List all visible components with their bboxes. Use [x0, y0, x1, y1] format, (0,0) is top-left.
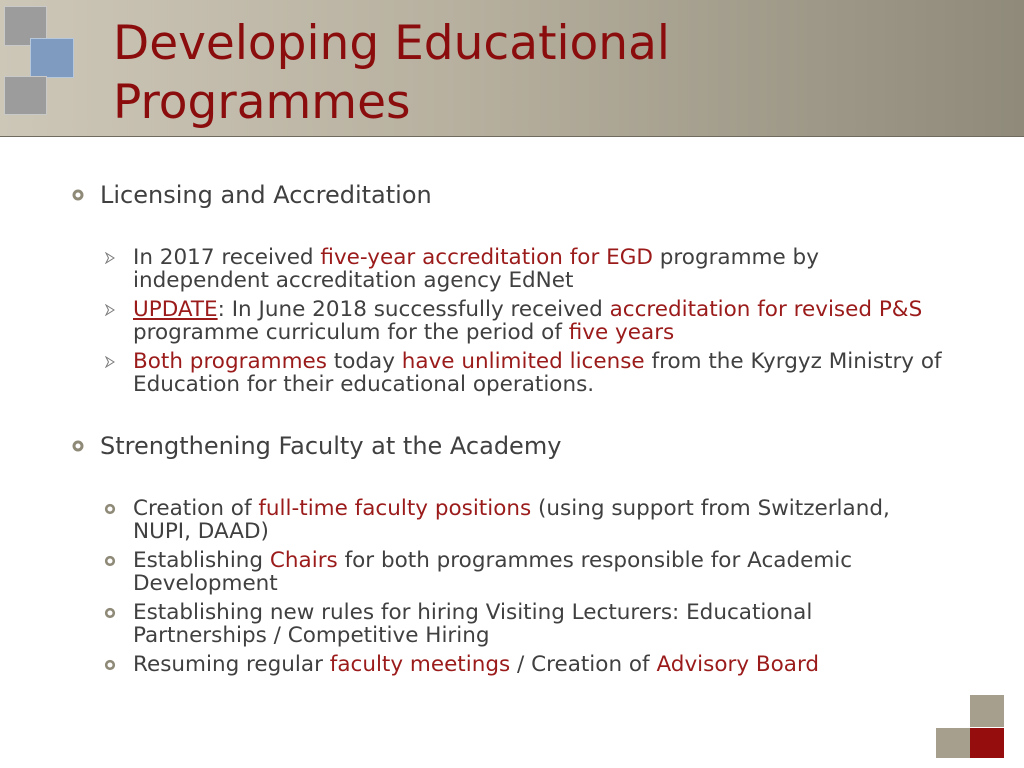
update-link[interactable]: UPDATE — [133, 297, 218, 322]
list-item — [104, 350, 944, 396]
title-band — [0, 0, 1024, 137]
item-text: Establishing new rules for hiring Visiting Lecturers: Educational Partnerships / Competitive Hiring — [133, 600, 813, 648]
list-item — [104, 246, 944, 292]
item-text: programme curriculum for the period of — [133, 320, 569, 345]
item-text: (using support from Switzerland, NUPI, DAAD) — [133, 496, 890, 544]
list-item — [104, 601, 944, 647]
slide-title-line-2: Programmes — [113, 75, 411, 130]
arrowhead-bullet-icon — [104, 252, 116, 264]
item-text: for both programmes responsible for Academic Development — [133, 548, 853, 596]
hollow-circle-bullet-icon — [104, 659, 116, 671]
hollow-circle-bullet-icon — [104, 503, 116, 515]
highlighted-text: five-year accreditation for EGD — [320, 245, 653, 270]
arrowhead-bullet-icon — [104, 304, 116, 316]
corner-square-tan-top — [970, 695, 1004, 727]
list-item — [104, 549, 944, 595]
decorative-square-blue — [30, 38, 74, 78]
item-text: Establishing — [133, 548, 270, 573]
hollow-circle-bullet-icon — [72, 189, 84, 201]
item-text: : In June 2018 successfully received — [217, 297, 610, 322]
item-text: Creation of — [133, 496, 259, 521]
hollow-circle-bullet-icon — [104, 607, 116, 619]
arrowhead-bullet-icon — [104, 356, 116, 368]
highlighted-text: faculty meetings — [329, 652, 511, 677]
item-text: programme by independent accreditation agency EdNet — [133, 245, 819, 293]
item-text: / Creation of — [510, 652, 657, 677]
highlighted-text: full-time faculty positions — [258, 496, 532, 521]
highlighted-text: have unlimited license — [401, 349, 645, 374]
item-text: In 2017 received — [133, 245, 321, 270]
slide-title-line-1: Developing Educational — [113, 16, 670, 71]
highlighted-text: five years — [568, 320, 675, 345]
section-heading-text: Licensing and Accreditation — [100, 181, 432, 209]
item-text: from the Kyrgyz Ministry of Education for their educational operations. — [133, 349, 942, 397]
decorative-square-grey-bottom — [4, 76, 47, 115]
item-text: today — [326, 349, 402, 374]
highlighted-text: Chairs — [269, 548, 338, 573]
hollow-circle-bullet-icon — [104, 555, 116, 567]
accreditation-list — [104, 246, 944, 402]
slide-title — [113, 14, 993, 132]
corner-square-tan-left — [936, 728, 970, 758]
list-item — [104, 298, 944, 344]
highlighted-text: Advisory Board — [656, 652, 820, 677]
item-text: Resuming regular — [133, 652, 330, 677]
section-heading-text: Strengthening Faculty at the Academy — [100, 432, 562, 460]
list-item — [104, 653, 944, 676]
highlighted-text: Both programmes — [133, 349, 327, 374]
list-item — [104, 497, 944, 543]
corner-square-red — [970, 728, 1004, 758]
hollow-circle-bullet-icon — [72, 440, 84, 452]
highlighted-text: accreditation for revised P&S — [609, 297, 923, 322]
faculty-list — [104, 497, 944, 682]
